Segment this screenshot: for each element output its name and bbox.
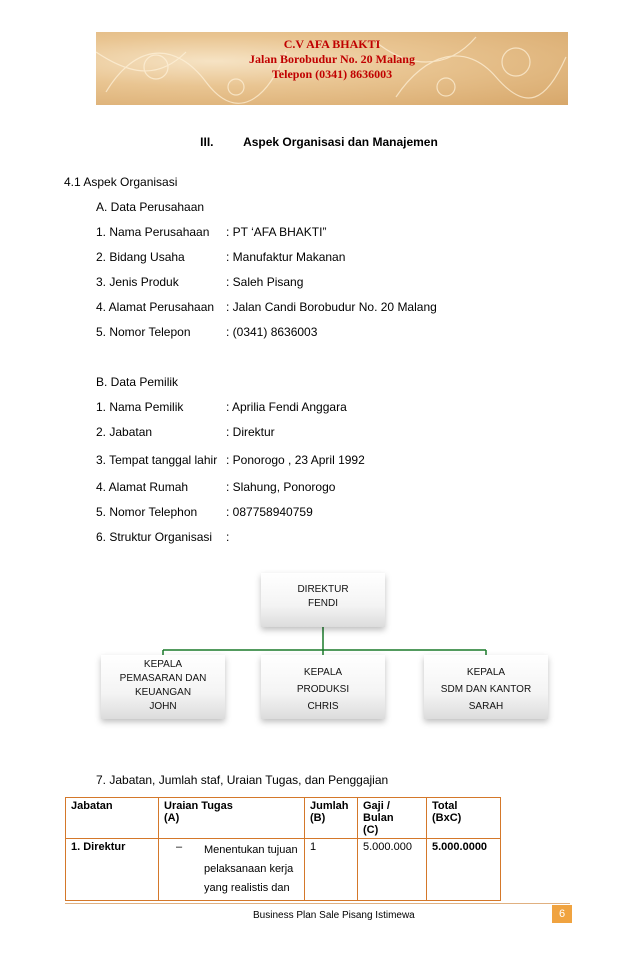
field-value: : Saleh Pisang — [226, 275, 304, 289]
page-number: 6 — [552, 905, 572, 923]
org-role: KEPALA — [143, 659, 183, 670]
field-label: 2. Jabatan — [96, 425, 153, 439]
table-header-row — [66, 798, 501, 839]
org-person: CHRIS — [307, 701, 339, 712]
org-person: JOHN — [149, 701, 177, 712]
field-value: : Manufaktur Makanan — [226, 250, 346, 264]
field-label: 1. Nama Perusahaan — [96, 225, 210, 239]
field-value: : — [226, 530, 230, 544]
company-name: C.V AFA BHAKTI — [283, 37, 381, 51]
col-header: Jumlah (B) — [305, 798, 358, 839]
footer-title: Business Plan Sale Pisang Istimewa — [253, 910, 415, 921]
company-phone: Telepon (0341) 8636003 — [271, 67, 393, 81]
field-label: 6. Struktur Organisasi — [96, 530, 213, 544]
org-person: FENDI — [308, 598, 338, 609]
field-label: 2. Bidang Usaha — [96, 250, 185, 264]
field-label: 5. Nomor Telepon — [96, 325, 191, 339]
cell-gaji: 5.000.000 — [358, 839, 427, 901]
org-role: KEPALA — [466, 667, 506, 678]
bullet: – — [176, 841, 183, 853]
subsection-heading: 4.1 Aspek Organisasi — [64, 175, 178, 189]
org-role: PEMASARAN DAN — [119, 673, 207, 684]
field-value: : 087758940759 — [226, 505, 313, 519]
company-address: Jalan Borobudur No. 20 Malang — [249, 52, 415, 66]
task-line: yang realistis dan — [204, 882, 290, 894]
org-box-director — [261, 573, 385, 627]
section-number: III. — [200, 135, 214, 149]
org-box-marketing — [101, 655, 225, 719]
cell-jumlah: 1 — [305, 839, 358, 901]
cell-total: 5.000.0000 — [427, 839, 501, 901]
staff-table — [65, 797, 501, 901]
org-role: SDM DAN KANTOR — [440, 684, 532, 695]
section-title-text: Aspek Organisasi dan Manajemen — [243, 135, 438, 149]
org-box-hr — [424, 655, 548, 719]
field-label: 4. Alamat Rumah — [96, 480, 189, 494]
field-label: 3. Jenis Produk — [96, 275, 179, 289]
field-value: : Slahung, Ponorogo — [226, 480, 336, 494]
cell-jabatan: 1. Direktur — [66, 839, 159, 901]
col-header: Jabatan — [66, 798, 159, 839]
field-label: 1. Nama Pemilik — [96, 400, 184, 414]
org-role: KEPALA — [303, 667, 343, 678]
footer-divider — [65, 903, 570, 904]
task-line: Menentukan tujuan — [204, 844, 298, 856]
company-data-heading: A. Data Perusahaan — [96, 200, 205, 214]
org-box-production — [261, 655, 385, 719]
field-label: 5. Nomor Telephon — [96, 505, 198, 519]
field-label: 4. Alamat Perusahaan — [96, 300, 215, 314]
col-header: Total (BxC) — [427, 798, 501, 839]
org-role: DIREKTUR — [297, 584, 349, 595]
org-person: SARAH — [468, 701, 504, 712]
table-row — [66, 839, 501, 901]
field-value: : Jalan Candi Borobudur No. 20 Malang — [226, 300, 437, 314]
cell-uraian — [159, 839, 305, 901]
col-header: Gaji / Bulan (C) — [358, 798, 427, 839]
field-value: : Aprilia Fendi Anggara — [226, 400, 347, 414]
org-role: KEUANGAN — [134, 687, 192, 698]
field-value: : (0341) 8636003 — [226, 325, 318, 339]
task-line: pelaksanaan kerja — [204, 863, 294, 875]
owner-data-heading: B. Data Pemilik — [96, 375, 179, 389]
field-value: : PT ‘AFA BHAKTI” — [226, 225, 327, 239]
col-header: Uraian Tugas (A) — [159, 798, 305, 839]
field-value: : Direktur — [226, 425, 275, 439]
field-label: 3. Tempat tanggal lahir — [96, 453, 218, 467]
field-value: : Ponorogo , 23 April 1992 — [226, 453, 365, 467]
item-7-heading: 7. Jabatan, Jumlah staf, Uraian Tugas, dan Penggajian — [96, 773, 389, 787]
org-role: PRODUKSI — [296, 684, 350, 695]
